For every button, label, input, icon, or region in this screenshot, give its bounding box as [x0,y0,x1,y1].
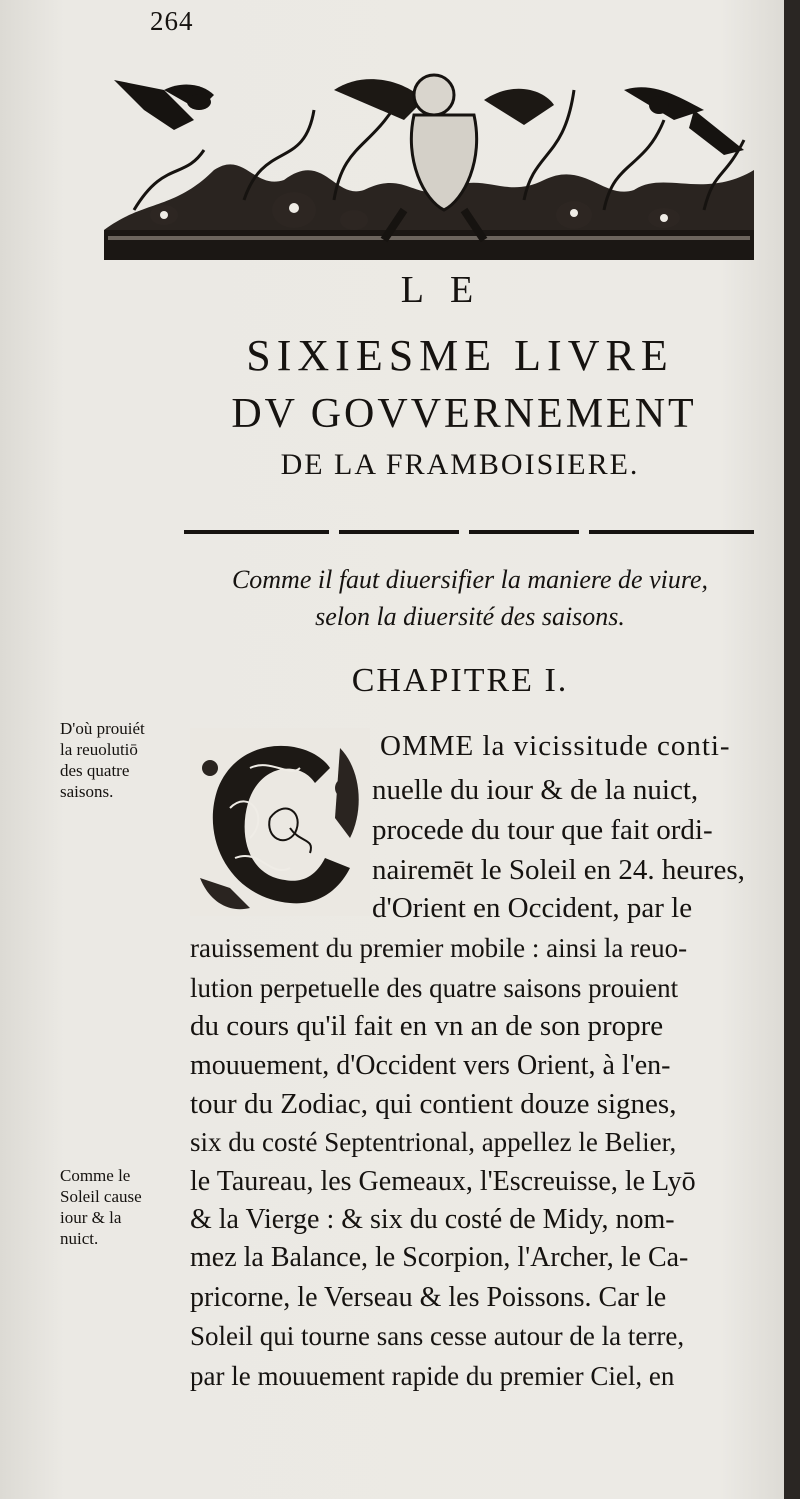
title-framboisiere: DE LA FRAMBOISIERE. [280,448,640,481]
margin-note-line: iour & la [60,1208,122,1227]
page-edge-shadow [784,0,800,1499]
body-line-6: rauissement du premier mobile : ainsi la reuo- [190,933,688,963]
body-line-17: par le mouuement rapide du premier Ciel, en [190,1361,675,1391]
title-le: LE [400,269,500,311]
ornamental-drop-cap [190,728,370,916]
title-gouvernement: DV GOVVERNEMENT [231,391,697,437]
chapter-subtitle-line-2: selon la diuersité des saisons. [315,602,625,631]
margin-note-line: la reuolutiō [60,740,138,759]
body-line-4: nairemēt le Soleil en 24. heures, [372,854,745,886]
body-line-1: OMME la vicissitude conti- [380,730,731,762]
margin-note-line: D'où prouiét [60,719,145,738]
woodcut-headpiece-ornament [104,50,754,278]
body-line-11: six du costé Septentrional, appellez le Belier, [190,1127,677,1157]
body-line-2: nuelle du iour & de la nuict, [372,774,699,806]
margin-note-line: nuict. [60,1229,99,1248]
chapter-subtitle-line-1: Comme il faut diuersifier la maniere de viure, [231,565,709,594]
body-line-9: mouuement, d'Occident vers Orient, à l'en- [190,1050,671,1081]
body-line-16: Soleil qui tourne sans cesse autour de la terre, [190,1321,685,1351]
page-number: 264 [150,6,194,36]
body-line-3: procede du tour que fait ordi- [372,814,713,846]
body-line-5: d'Orient en Occident, par le [372,892,693,924]
margin-note-first [60,718,145,802]
decorative-rule [184,526,754,540]
body-line-10: tour du Zodiac, qui contient douze signes, [190,1088,677,1120]
margin-note-second [60,1165,142,1249]
body-line-12: le Taureau, les Gemeaux, l'Escreuisse, le Lyō [190,1166,696,1197]
body-line-15: pricorne, le Verseau & les Poissons. Car le [190,1282,667,1313]
title-sixieme-livre: SIXIESME LIVRE [246,331,674,380]
body-line-7: lution perpetuelle des quatre saisons prouient [190,973,679,1003]
margin-note-line: saisons. [60,782,114,801]
body-line-13: & la Vierge : & six du costé de Midy, nom- [190,1204,675,1235]
margin-note-line: Comme le [60,1166,131,1185]
margin-note-line: Soleil cause [60,1187,142,1206]
body-line-14: mez la Balance, le Scorpion, l'Archer, le Ca- [190,1242,689,1273]
body-line-8: du cours qu'il fait en vn an de son propre [190,1010,664,1042]
margin-note-line: des quatre [60,761,130,780]
chapter-heading: CHAPITRE I. [351,662,569,699]
